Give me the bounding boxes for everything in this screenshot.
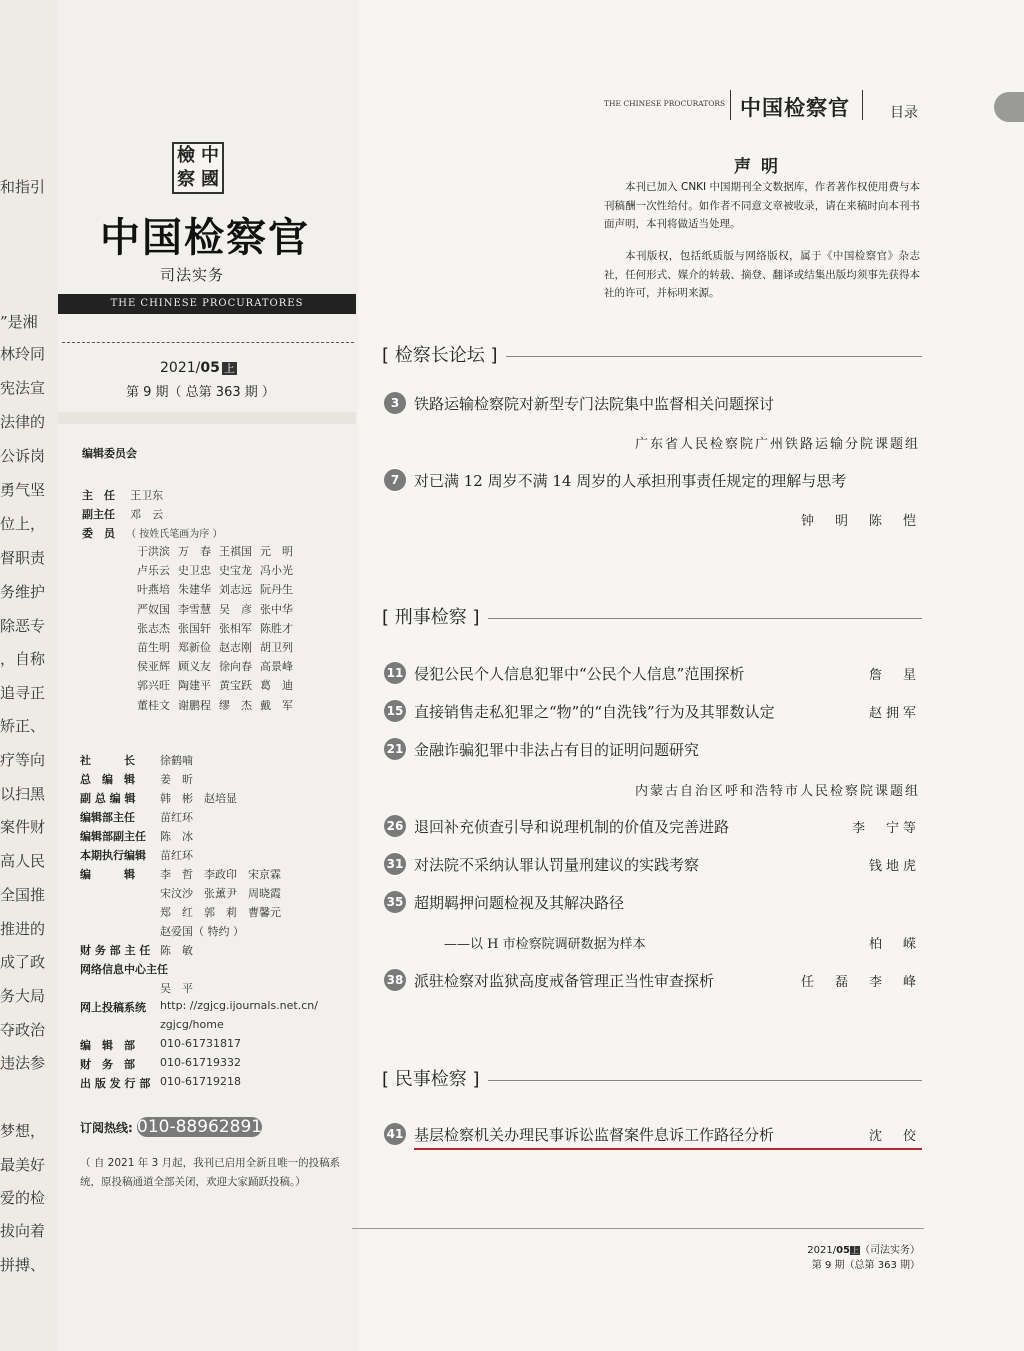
bleed-text-line: 务维护 — [0, 583, 46, 601]
staff-row — [80, 771, 356, 787]
article-title[interactable]: 超期羁押问题检视及其解决路径 — [414, 893, 625, 912]
footer-rule — [352, 1228, 924, 1229]
article-author: 任 磊 李 峰 — [800, 974, 920, 990]
board-member-name: 冯小光 — [260, 564, 293, 578]
bleed-text-line: 宪法宣 — [0, 379, 46, 397]
seal-char: 中 — [201, 145, 219, 166]
page-number-badge: 21 — [384, 738, 406, 760]
director-label: 主 任 — [82, 489, 115, 502]
staff-row — [80, 961, 356, 977]
article-author: 内蒙古自治区呼和浩特市人民检察院课题组 — [634, 784, 920, 799]
board-member-name: 郭兴旺 — [137, 679, 170, 693]
bleed-text-line: 拔向着 — [0, 1222, 46, 1240]
article-title[interactable]: 直接销售走私犯罪之“物”的“自洗钱”行为及其罪数认定 — [414, 702, 775, 721]
board-member-name: 吴 彦 — [219, 602, 252, 616]
seal-char: 察 — [177, 169, 195, 190]
board-member-name: 谢鹏程 — [178, 698, 211, 712]
article-author: 柏 嵘 — [868, 937, 920, 952]
issue-half: 上 — [223, 362, 235, 375]
bleed-text-line: 矫正、 — [0, 717, 46, 735]
staff-row — [80, 942, 356, 958]
staff-label: 出 版 发 行 部 — [80, 1077, 151, 1090]
bleed-text-line: 最美好 — [0, 1156, 46, 1174]
bleed-text-line: 推进的 — [0, 920, 46, 938]
staff-value: 010-61731817 — [160, 1037, 241, 1050]
board-member-name: 朱建华 — [178, 583, 211, 597]
toc-entry[interactable] — [384, 968, 920, 992]
board-member-name: 董桂文 — [137, 698, 170, 712]
section-header-criminal — [382, 604, 922, 628]
director-row — [82, 484, 163, 503]
staff-label: 网上投稿系统 — [80, 1001, 146, 1014]
bleed-text-line: ，自称 — [0, 650, 46, 668]
board-member-name: 侯亚辉 — [137, 660, 170, 674]
section-rule — [488, 618, 923, 619]
seal-char: 檢 — [177, 145, 195, 166]
brand-separator — [862, 90, 863, 120]
board-member-name: 于洪滨 — [137, 545, 170, 558]
board-member-row — [137, 697, 357, 713]
bleed-text-line: 成了政 — [0, 953, 46, 971]
article-subtitle: ——以 H 市检察院调研数据为样本 — [444, 937, 646, 952]
board-member-name: 史宝龙 — [219, 564, 252, 578]
staff-row — [80, 847, 356, 863]
staff-value: 宋汶沙 张薰尹 周晓霞 — [160, 887, 281, 900]
board-member-row — [137, 562, 357, 578]
dashed-divider — [62, 342, 354, 343]
staff-row — [80, 866, 356, 882]
footer-issue-number: 第 9 期（总第 363 期） — [811, 1260, 920, 1271]
staff-row — [80, 828, 356, 844]
board-member-name: 张相军 — [219, 621, 252, 635]
article-author: 广东省人民检察院广州铁路运输分院课题组 — [634, 437, 920, 452]
bleed-text-line: 案件财 — [0, 818, 46, 836]
brand-separator — [730, 90, 731, 120]
members-label: 委 员 — [82, 527, 115, 540]
declaration-paragraph-2: 本刊版权，包括纸质版与网络版权，属于《中国检察官》杂志社，任何形式、媒介的转载、摘登、翻译或结集出版均须事先获得本社的许可，并标明来源。 — [604, 250, 920, 299]
article-title[interactable]: 退回补充侦查引导和说理机制的价值及完善进路 — [414, 817, 730, 836]
staff-label — [80, 885, 160, 901]
toc-entry-highlighted[interactable] — [384, 1122, 920, 1146]
board-member-name: 刘志远 — [219, 583, 252, 597]
section-title: [ 检察长论坛 ] — [382, 345, 498, 366]
adjacent-page-strip — [0, 0, 59, 1351]
toc-entry[interactable] — [384, 468, 920, 492]
staff-value: 吴 平 — [160, 982, 193, 995]
page-number-badge: 35 — [384, 891, 406, 913]
bleed-text-line: 林玲同 — [0, 345, 46, 363]
board-member-name: 万 春 — [178, 545, 211, 558]
toc-entry[interactable] — [384, 890, 920, 914]
bleed-text-line: 和指引 — [0, 178, 46, 196]
staff-label: 网络信息中心主任 — [80, 963, 168, 976]
page-number-badge: 7 — [384, 469, 406, 491]
footer-journal: （司法实务） — [860, 1245, 920, 1256]
staff-row — [80, 1075, 356, 1091]
board-member-name: 李雪慧 — [178, 602, 211, 616]
board-member-name: 王祺国 — [219, 545, 252, 558]
page-number-badge: 31 — [384, 853, 406, 875]
page-number-badge: 15 — [384, 700, 406, 722]
board-member-name: 高景峰 — [260, 660, 293, 674]
article-author: 李 宁等 — [851, 820, 920, 836]
page-number-badge: 38 — [384, 969, 406, 991]
staff-row — [80, 1037, 356, 1053]
bleed-text-line: 追寻正 — [0, 684, 46, 702]
board-member-name: 张志杰 — [137, 621, 170, 635]
staff-label — [80, 980, 160, 996]
staff-row — [80, 1018, 356, 1031]
staff-label: 编辑部副主任 — [80, 830, 146, 843]
staff-value: 010-61719332 — [160, 1056, 241, 1069]
bleed-text-line: 拼搏、 — [0, 1256, 46, 1274]
seal-char: 國 — [201, 169, 219, 190]
footer-half: 上 — [851, 1246, 859, 1255]
article-author: 赵拥军 — [868, 705, 920, 721]
section-title: [ 民事检察 ] — [382, 1069, 480, 1090]
page-edge-tab — [994, 92, 1024, 122]
staff-label: 本期执行编辑 — [80, 849, 146, 862]
bleed-text-line: 高人民 — [0, 852, 46, 870]
footer-issue-date — [700, 1241, 920, 1256]
staff-label — [80, 923, 160, 939]
board-member-name: 郑新俭 — [178, 641, 211, 654]
seal-logo — [172, 142, 224, 194]
journal-english-band: THE CHINESE PROCURATORES — [58, 294, 356, 314]
journal-title: 中国检察官 — [100, 214, 310, 261]
board-member-name: 陶建平 — [178, 679, 211, 693]
article-author: 钱地虎 — [868, 858, 920, 874]
staff-row — [80, 980, 356, 996]
board-member-row — [137, 658, 357, 674]
staff-row — [80, 923, 356, 939]
board-member-name: 张国轩 — [178, 621, 211, 635]
board-member-name: 顾义友 — [178, 660, 211, 674]
staff-value: 陈 敏 — [160, 944, 193, 957]
toc-entry[interactable] — [384, 699, 920, 723]
subscription-hotline — [80, 1116, 262, 1138]
board-member-name: 葛 迪 — [260, 679, 293, 693]
declaration-title: 声明 — [734, 157, 788, 177]
board-member-name: 张中华 — [260, 602, 293, 616]
page-number-badge: 3 — [384, 392, 406, 414]
board-member-row — [137, 543, 357, 559]
page-number-badge: 11 — [384, 662, 406, 684]
staff-label: 编 辑 — [80, 868, 135, 881]
staff-value: 韩 彬 赵培显 — [160, 792, 237, 805]
divider-band — [58, 412, 356, 424]
staff-row — [80, 809, 356, 825]
staff-value: zgjcg/home — [160, 1018, 224, 1031]
board-member-name: 胡卫列 — [260, 641, 293, 654]
staff-row — [80, 999, 356, 1015]
staff-value: 李 哲 李政印 宋京霖 — [160, 868, 281, 881]
bleed-text-line: 夺政治 — [0, 1021, 46, 1039]
article-author: 钟 明 陈 恺 — [800, 514, 920, 529]
vice-director-row — [82, 503, 163, 522]
article-title[interactable]: 对法院不采纳认罪认罚量刑建议的实践考察 — [414, 855, 700, 874]
page-number-badge: 26 — [384, 815, 406, 837]
article-author: 沈 佼 — [868, 1128, 920, 1144]
article-title[interactable]: 对已满 12 周岁不满 14 周岁的人承担刑事责任规定的理解与思考 — [414, 471, 847, 490]
hotline-number: 010-88962891 — [137, 1117, 263, 1137]
staff-value: 陈 冰 — [160, 830, 193, 843]
article-subtitle-row — [444, 933, 920, 952]
declaration-paragraph-1: 本刊已加入 CNKI 中国期刊全文数据库，作者著作权使用费与本刊稿酬一次性给付。如作者不同意文章被收录，请在来稿时向本刊书面声明，本刊将做适当处理。 — [604, 181, 920, 230]
staff-label: 财 务 部 主 任 — [80, 944, 151, 957]
journal-subtitle: 司法实务 — [160, 266, 225, 284]
article-title[interactable]: 侵犯公民个人信息犯罪中“公民个人信息”范围探析 — [414, 664, 745, 683]
staff-label: 总 编 辑 — [80, 773, 135, 786]
members-row — [82, 522, 222, 541]
toc-entry[interactable] — [384, 814, 920, 838]
bleed-text-line: 爱的检 — [0, 1189, 46, 1207]
red-underline — [414, 1148, 922, 1150]
bleed-text-line: 督职责 — [0, 549, 46, 567]
board-member-name: 陈胜才 — [260, 621, 293, 635]
staff-label: 财 务 部 — [80, 1058, 135, 1071]
board-member-row — [137, 639, 357, 655]
masthead-panel — [58, 0, 358, 1351]
bleed-text-line: 勇气坚 — [0, 481, 46, 499]
footer-month: 05 — [836, 1245, 850, 1256]
brand-english: THE CHINESE PROCURATORS — [604, 99, 726, 108]
staff-row — [80, 790, 356, 806]
board-member-row — [137, 620, 357, 636]
bleed-text-line: 除恶专 — [0, 617, 46, 635]
board-member-name: 史卫忠 — [178, 564, 211, 578]
board-member-name: 赵志刚 — [219, 641, 252, 654]
article-title[interactable]: 基层检察机关办理民事诉讼监督案件息诉工作路径分析 — [414, 1125, 775, 1144]
section-title: [ 刑事检察 ] — [382, 607, 480, 628]
board-member-name: 黄宝跃 — [219, 679, 252, 693]
staff-value: 徐鹤喃 — [160, 754, 193, 767]
vice-director-label: 副主任 — [82, 508, 115, 521]
bleed-text-line: 疗等向 — [0, 751, 46, 769]
staff-value: 赵爱国（ 特约 ） — [160, 925, 244, 938]
section-rule — [506, 356, 923, 357]
staff-label: 编辑部主任 — [80, 811, 135, 824]
board-member-name: 苗生明 — [137, 641, 170, 654]
bleed-text-line: ”是湘 — [0, 313, 38, 331]
issue-date — [160, 360, 237, 376]
staff-value: 苗红环 — [160, 811, 193, 824]
bleed-text-line: 梦想， — [0, 1122, 46, 1140]
issue-year: 2021/ — [160, 360, 201, 376]
page-number-badge: 41 — [384, 1123, 406, 1145]
staff-label: 编 辑 部 — [80, 1039, 135, 1052]
vice-director-name: 邓 云 — [130, 508, 164, 521]
bleed-text-line: 以扫黑 — [0, 785, 46, 803]
article-title[interactable]: 金融诈骗犯罪中非法占有目的证明问题研究 — [414, 740, 700, 759]
article-title[interactable]: 铁路运输检察院对新型专门法院集中监督相关问题探讨 — [414, 394, 775, 413]
board-member-name: 元 明 — [260, 545, 293, 558]
staff-label — [80, 1018, 160, 1031]
staff-row — [80, 1056, 356, 1072]
bleed-text-line: 法律的 — [0, 413, 46, 431]
board-member-name: 卢乐云 — [137, 564, 170, 578]
staff-label: 副 总 编 辑 — [80, 792, 136, 805]
staff-row — [80, 904, 356, 920]
submission-note: （ 自 2021 年 3 月起，我刊已启用全新且唯一的投稿系统，原投稿通道全部关闭，欢迎大家踊跃投稿。） — [80, 1157, 341, 1188]
hotline-label: 订阅热线: — [80, 1121, 133, 1135]
article-title[interactable]: 派驻检察对监狱高度戒备管理正当性审查探析 — [414, 971, 715, 990]
staff-value: 苗红环 — [160, 849, 193, 862]
bleed-text-line: 违法参 — [0, 1054, 46, 1072]
board-member-name: 阮丹生 — [260, 583, 293, 597]
board-member-row — [137, 677, 357, 693]
staff-value: 郑 红 郭 莉 曹馨元 — [160, 906, 281, 919]
brand-chinese: 中国检察官 — [740, 95, 850, 120]
board-member-name: 戴 军 — [260, 698, 293, 712]
board-member-name: 缪 杰 — [219, 698, 252, 712]
staff-value: 010-61719218 — [160, 1075, 241, 1088]
bleed-text-line: 位上， — [0, 515, 46, 533]
issue-month: 05 — [200, 360, 220, 376]
staff-label — [80, 904, 160, 920]
issue-number: 第 9 期（ 总第 363 期 ） — [126, 385, 275, 400]
board-member-row — [137, 581, 357, 597]
section-header-procurator-forum — [382, 342, 922, 366]
director-name: 王卫东 — [130, 489, 164, 502]
contents-label: 目录 — [890, 105, 918, 121]
footer-year: 2021/ — [807, 1245, 837, 1256]
board-title: 编辑委员会 — [82, 447, 137, 460]
board-member-row — [137, 601, 357, 617]
bleed-text-line: 务大局 — [0, 987, 46, 1005]
board-member-name: 叶燕培 — [137, 583, 170, 597]
board-member-name: 徐向春 — [219, 660, 252, 674]
board-member-name: 严奴国 — [137, 602, 170, 616]
staff-row — [80, 885, 356, 901]
staff-row — [80, 752, 356, 768]
members-note: （ 按姓氏笔画为序 ） — [126, 529, 223, 540]
section-header-civil — [382, 1066, 922, 1090]
bleed-text-line: 全国推 — [0, 886, 46, 904]
toc-entry[interactable] — [384, 661, 920, 685]
section-rule — [488, 1080, 923, 1081]
article-author: 詹 星 — [868, 667, 920, 683]
staff-value: 姜 昕 — [160, 773, 193, 786]
bleed-text-line: 公诉岗 — [0, 447, 46, 465]
staff-value: http: //zgjcg.ijournals.net.cn/ — [160, 999, 318, 1012]
toc-entry[interactable] — [384, 737, 920, 761]
staff-label: 社 长 — [80, 754, 135, 767]
toc-entry[interactable] — [384, 391, 920, 415]
toc-entry[interactable] — [384, 852, 920, 876]
